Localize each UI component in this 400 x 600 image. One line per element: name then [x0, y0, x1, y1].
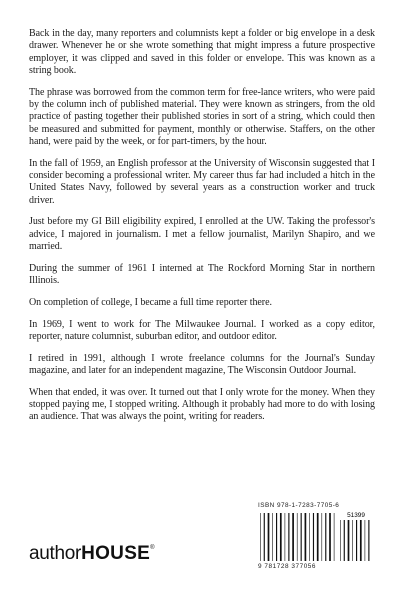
paragraph-1: Back in the day, many reporters and columnists kept a folder or big envelope in a desk drawer. Whenever he or she wrote something that might impress a future prospective employer, it was clipped and saved in this folder or envelope. This was known as a string book.: [29, 28, 375, 76]
paragraph-9: When that ended, it was over. It turned out that I only wrote for the money. When they stopped paying me, I stopped writing. Although it probably had more to do with losing an audience. That was always the point, writing for readers.: [29, 386, 375, 423]
barcode-digits: 9 781728 377056: [258, 563, 317, 570]
barcode-graphic: [258, 511, 374, 563]
paragraph-8: I retired in 1991, although I wrote freelance columns for the Journal's Sunday magazine, and later for an independent magazine, The Wisconsin Outdoor Journal.: [29, 352, 375, 377]
paragraph-2: The phrase was borrowed from the common term for free-lance writers, who were paid by the column inch of published material. They were known as stringers, from the old practice of pasting together their published stories in sort of a string, which could then be measured and submitted for payment, monthly or otherwise. Staffers, on the other hand, were paid by the week, or for part-timers, by the hour.: [29, 86, 375, 147]
ean-bars: [260, 513, 334, 561]
paragraph-4: Just before my GI Bill eligibility expired, I enrolled at the UW. Taking the professor's advice, I majored in journalism. I met a fellow journalist, Marilyn Shapiro, and we married.: [29, 216, 375, 252]
paragraph-3: In the fall of 1959, an English professor at the University of Wisconsin suggested that I consider becoming a professional writer. My career thus far had included a hitch in the United States Navy, followed by several years as a construction worker and truck driver.: [29, 157, 375, 206]
publisher-logo: [29, 543, 155, 565]
registered-mark: ®: [150, 545, 155, 551]
paragraph-5: During the summer of 1961 I interned at The Rockford Morning Star in northern Illinois.: [29, 262, 375, 287]
back-cover-text: [29, 28, 375, 433]
publisher-logo-house: HOUSE: [81, 543, 151, 564]
publisher-logo-author: author: [29, 543, 82, 564]
price-code: 51399: [347, 512, 365, 519]
isbn-label: ISBN 978-1-7283-7705-6: [258, 502, 340, 509]
addon-bars: [340, 520, 369, 561]
paragraph-7: In 1969, I went to work for The Milwaukee Journal. I worked as a copy editor, reporter, nature columnist, suburban editor, and outdoor editor.: [29, 318, 375, 342]
paragraph-6: On completion of college, I became a full time reporter there.: [29, 296, 272, 308]
